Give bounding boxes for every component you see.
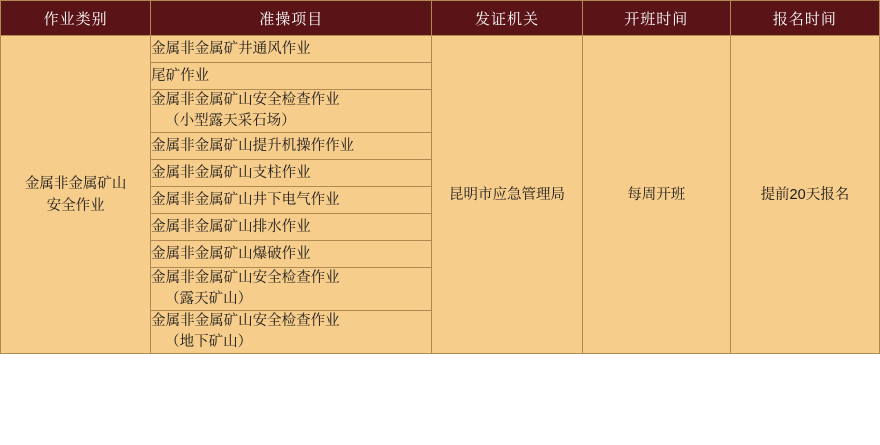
item-line-1: 金属非金属矿山支柱作业 bbox=[151, 164, 311, 181]
cell-item bbox=[151, 63, 432, 90]
cell-item bbox=[151, 268, 432, 311]
category-line-1: 金属非金属矿山 bbox=[24, 175, 127, 192]
cell-item bbox=[151, 160, 432, 187]
cell-item bbox=[151, 187, 432, 214]
item-line-1: 金属非金属矿山排水作业 bbox=[151, 218, 311, 235]
item-line-1: 金属非金属矿山爆破作业 bbox=[151, 245, 311, 262]
cell-authority: 昆明市应急管理局 bbox=[432, 36, 582, 354]
cell-item bbox=[151, 214, 432, 241]
item-line-1: 金属非金属矿山安全检查作业 bbox=[151, 270, 340, 286]
header-class-time: 开班时间 bbox=[582, 1, 730, 36]
cell-item bbox=[151, 90, 432, 133]
cell-item bbox=[151, 36, 432, 63]
header-item: 准操项目 bbox=[151, 1, 432, 36]
table-body bbox=[1, 36, 880, 354]
header-category: 作业类别 bbox=[1, 1, 151, 36]
cell-signup-time: 提前20天报名 bbox=[730, 36, 879, 354]
cell-category bbox=[1, 36, 151, 354]
item-line-1: 金属非金属矿山安全检查作业 bbox=[151, 92, 340, 108]
item-line-1: 金属非金属矿井通风作业 bbox=[151, 40, 311, 57]
table-row bbox=[1, 36, 880, 63]
table-header-row bbox=[1, 1, 880, 36]
item-line-1: 金属非金属矿山提升机操作作业 bbox=[151, 137, 355, 154]
header-authority: 发证机关 bbox=[432, 1, 582, 36]
cell-item bbox=[151, 311, 432, 354]
cell-item bbox=[151, 133, 432, 160]
table-header bbox=[1, 1, 880, 36]
item-line-2: （露天矿山） bbox=[165, 291, 253, 307]
item-line-2: （地下矿山） bbox=[165, 334, 253, 350]
cell-item bbox=[151, 241, 432, 268]
category-line-2: 安全作业 bbox=[46, 197, 105, 214]
item-line-1: 金属非金属矿山安全检查作业 bbox=[151, 313, 340, 329]
item-line-2: （小型露天采石场） bbox=[165, 113, 296, 129]
header-signup-time: 报名时间 bbox=[730, 1, 879, 36]
cell-class-time: 每周开班 bbox=[582, 36, 730, 354]
item-line-1: 尾矿作业 bbox=[151, 67, 210, 84]
item-line-1: 金属非金属矿山井下电气作业 bbox=[151, 191, 340, 208]
